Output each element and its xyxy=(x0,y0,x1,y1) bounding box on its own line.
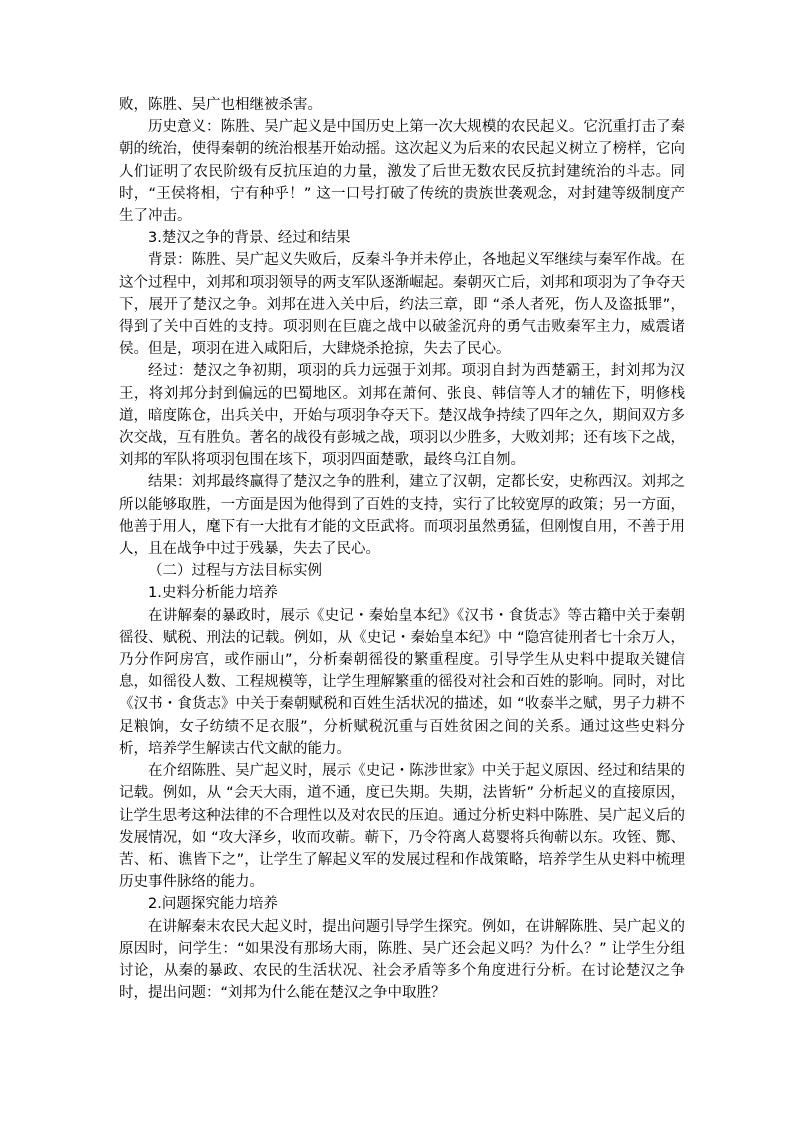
subsection-heading-inquiry: 2.问题探究能力培养 xyxy=(148,896,278,913)
paragraph-continuation: 败，陈胜、吴广也相继被杀害。 xyxy=(119,97,322,113)
subsection-heading-source-analysis: 1.史料分析能力培养 xyxy=(148,585,278,602)
document-page xyxy=(119,94,685,1004)
section-heading-chu-han: 3.楚汉之争的背景、经过和结果 xyxy=(148,230,351,247)
paragraph-historical-significance: 历史意义：陈胜、吴广起义是中国历史上第一次大规模的农民起义。它沉重打击了秦朝的统治，使得秦朝的统治根基开始动摇。这次起义为后来的农民起义树立了榜样，它向人们证明了农民阶级有反抗压迫的力量，激发了后世无数农民反抗封建统治的斗志。同时，“王侯将相，宁有种乎！” 这一口号打破了传统的贵族世袭观念，对封建等级制度产生了冲击。 xyxy=(119,119,685,225)
paragraph-background: 背景：陈胜、吴广起义失败后，反秦斗争并未停止，各地起义军继续与秦军作战。在这个过程中，刘邦和项羽领导的两支军队逐渐崛起。秦朝灭亡后，刘邦和项羽为了争夺天下，展开了楚汉之争。刘邦在进入关中后，约法三章，即 “杀人者死，伤人及盗抵罪”，得到了关中百姓的支持。项羽则在巨鹿之战中以破釜沉舟的勇气击败秦军主力，威震诸侯。但是，项羽在进入咸阳后，大肆烧杀抢掠，失去了民心。 xyxy=(119,252,685,358)
paragraph-process: 经过：楚汉之争初期，项羽的兵力远强于刘邦。项羽自封为西楚霸王，封刘邦为汉王，将刘邦分封到偏远的巴蜀地区。刘邦在萧何、张良、韩信等人才的辅佐下，明修栈道，暗度陈仓，出兵关中，开始与项羽争夺天下。楚汉战争持续了四年之久，期间双方多次交战，互有胜负。著名的战役有彭城之战，项羽以少胜多，大败刘邦；还有垓下之战，刘邦的军队将项羽包围在垓下，项羽四面楚歌，最终乌江自刎。 xyxy=(119,363,685,469)
paragraph-inquiry: 在讲解秦末农民大起义时，提出问题引导学生探究。例如，在讲解陈胜、吴广起义的原因时，问学生：“如果没有那场大雨，陈胜、吴广还会起义吗？为什么？” 让学生分组讨论，从秦的暴政、农民的生活状况、社会矛盾等多个角度进行分析。在讨论楚汉之争时，提出问题：“刘邦为什么能在楚汉之争中取胜？ xyxy=(119,918,685,1002)
paragraph-result: 结果：刘邦最终赢得了楚汉之争的胜利，建立了汉朝，定都长安，史称西汉。刘邦之所以能够取胜，一方面是因为他得到了百姓的支持，实行了比较宽厚的政策；另一方面，他善于用人，麾下有一大批有才能的文臣武将。而项羽虽然勇猛，但刚愎自用，不善于用人，且在战争中过于残暴，失去了民心。 xyxy=(119,474,685,558)
section-heading-process-methods: （二）过程与方法目标实例 xyxy=(148,563,322,580)
paragraph-source-analysis-qin: 在讲解秦的暴政时，展示《史记・秦始皇本纪》《汉书・食货志》等古籍中关于秦朝徭役、赋税、刑法的记载。例如，从《史记・秦始皇本纪》中 “隐宫徒刑者七十余万人，乃分作阿房宫，或作丽山”，分析秦朝徭役的繁重程度。引导学生从史料中提取关键信息，如徭役人数、工程规模等，让学生理解繁重的徭役对社会和百姓的影响。同时，对比《汉书・食货志》中关于秦朝赋税和百姓生活状况的描述，如 “收泰半之赋，男子力耕不足粮饷，女子纺绩不足衣服”，分析赋税沉重与百姓贫困之间的关系。通过这些史料分析，培养学生解读古代文献的能力。 xyxy=(119,607,685,757)
paragraph-source-analysis-uprising: 在介绍陈胜、吴广起义时，展示《史记・陈涉世家》中关于起义原因、经过和结果的记载。例如，从 “会天大雨，道不通，度已失期。失期，法皆斩” 分析起义的直接原因，让学生思考这种法律的不合理性以及对农民的压迫。通过分析史料中陈胜、吴广起义后的发展情况，如 “攻大泽乡，收而攻蕲。蕲下，乃令符离人葛婴将兵徇蕲以东。攻铚、酂、苦、柘、谯皆下之”，让学生了解起义军的发展过程和作战策略，培养学生从史料中梳理历史事件脉络的能力。 xyxy=(119,763,685,891)
